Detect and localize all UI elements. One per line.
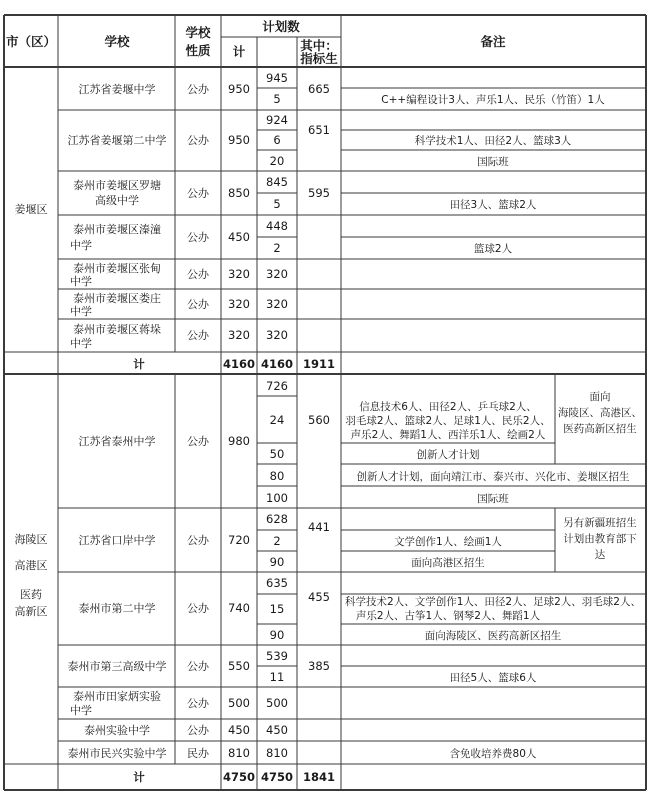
table-row	[68, 113, 572, 168]
plan-part: 2	[273, 534, 281, 548]
plan-part: 11	[269, 670, 285, 684]
remark-note: 海陵区、高港区、	[558, 407, 642, 419]
school-nature: 公办	[187, 534, 209, 547]
plan-part: 320	[266, 328, 288, 342]
school-name: 江苏省姜堰第二中学	[67, 134, 167, 147]
table-row	[70, 261, 288, 288]
school-nature: 公办	[187, 134, 209, 147]
plan-part: 15	[269, 602, 285, 616]
school-name-line2: 中学	[70, 305, 92, 318]
remark-note: 科学技术2人、文学创作1人、田径2人、足球2人、羽毛球2人、	[345, 596, 641, 608]
remark-note: 创新人才计划，面向靖江市、泰兴市、兴化市、姜堰区招生	[356, 471, 630, 483]
remark-note: 篮球2人	[473, 243, 513, 255]
remark-note: 含免收培养费80人	[449, 748, 537, 760]
district-name: 高港区	[14, 559, 48, 572]
subtotal-row	[133, 357, 335, 371]
plan-part: 845	[266, 175, 288, 189]
plan-part: 924	[266, 113, 288, 127]
school-name: 泰州实验中学	[84, 724, 150, 737]
district-name: 高新区	[14, 605, 48, 618]
plan-total: 950	[228, 133, 250, 147]
remark-note: 另有新疆班招生	[563, 517, 637, 529]
plan-total: 550	[228, 659, 250, 673]
table-header	[6, 19, 506, 66]
quota-count: 595	[308, 186, 330, 200]
school-nature: 公办	[187, 268, 209, 281]
remark-note: 羽毛球2人、篮球2人、足球1人、民乐2人、	[345, 415, 551, 427]
plan-part: 2	[273, 241, 281, 255]
school-name: 江苏省口岸中学	[78, 534, 156, 547]
plan-part: 628	[266, 512, 288, 526]
school-name-line2: 中学	[70, 337, 92, 350]
school-name: 泰州市姜堰区溱潼	[73, 223, 161, 236]
plan-part: 20	[269, 154, 285, 168]
school-name: 江苏省泰州中学	[78, 435, 156, 448]
school-name: 泰州市姜堰区张甸	[73, 262, 161, 275]
plan-part: 945	[266, 71, 288, 85]
plan-total: 500	[228, 696, 250, 710]
plan-total: 320	[228, 328, 250, 342]
remark-note: 面向高港区招生	[411, 557, 485, 569]
school-name: 泰州市姜堰区娄庄	[73, 292, 161, 305]
school-nature: 公办	[187, 329, 209, 342]
remark-note: 信息技术6人、田径2人、乒乓球2人、	[359, 401, 537, 413]
plan-part: 24	[269, 413, 285, 427]
subtotal-total: 4750	[222, 770, 256, 784]
school-name: 泰州市姜堰区罗塘	[73, 179, 161, 192]
header-remarks: 备注	[480, 34, 506, 49]
remark-note: 达	[594, 549, 606, 561]
subtotal-total: 4160	[222, 357, 256, 371]
quota-count: 560	[308, 413, 330, 427]
school-name-line2: 中学	[70, 704, 92, 717]
subtotal-quota: 1911	[302, 357, 336, 371]
school-nature: 公办	[187, 83, 209, 96]
plan-part: 6	[273, 133, 281, 147]
school-name: 江苏省姜堰中学	[78, 83, 156, 96]
remark-note: 文学创作1人、绘画1人	[394, 536, 502, 548]
table-row	[70, 291, 288, 318]
quota-count: 385	[308, 659, 330, 673]
plan-part: 90	[269, 628, 285, 642]
school-name: 泰州市第三高级中学	[67, 660, 167, 673]
header-quota-line1: 其中：	[300, 38, 338, 53]
subtotal-label: 计	[133, 770, 145, 784]
subtotal-label: 计	[133, 357, 145, 371]
remark-note: C++编程设计3人、声乐1人、民乐（竹笛）1人	[381, 94, 605, 106]
district-name: 姜堰区	[14, 203, 48, 216]
plan-total: 950	[228, 82, 250, 96]
plan-total: 450	[228, 723, 250, 737]
remark-note: 声乐2人、古筝1人、钢琴2人、舞蹈1人	[355, 610, 541, 622]
school-name: 泰州市民兴实验中学	[67, 747, 167, 760]
school-nature: 公办	[187, 298, 209, 311]
district-name: 海陵区	[14, 533, 48, 546]
header-nature-line1: 学校	[185, 25, 211, 40]
district-jiangyan	[15, 71, 606, 371]
remark-note: 科学技术1人、田径2人、篮球3人	[414, 135, 572, 147]
remark-note: 国际班	[477, 156, 509, 168]
plan-total: 850	[228, 186, 250, 200]
header-district: 市（区）	[5, 34, 57, 49]
subtotal-quota: 1841	[302, 770, 336, 784]
plan-part: 448	[266, 219, 288, 233]
school-name-line2: 中学	[70, 275, 92, 288]
table-row	[79, 576, 641, 642]
plan-part: 726	[266, 379, 288, 393]
remark-note: 医药高新区招生	[563, 423, 637, 435]
table-row	[70, 689, 288, 717]
plan-part: 450	[266, 723, 288, 737]
quota-count: 651	[308, 123, 330, 137]
plan-part: 539	[266, 649, 288, 663]
plan-total: 740	[228, 601, 250, 615]
school-nature: 公办	[187, 660, 209, 673]
quota-count: 441	[308, 520, 330, 534]
school-nature: 公办	[187, 435, 209, 448]
school-nature: 公办	[187, 187, 209, 200]
school-name: 泰州市姜堰区蒋垛	[73, 323, 161, 336]
subtotal-plan: 4160	[260, 357, 294, 371]
table-row	[79, 512, 638, 569]
header-plan: 计划数	[262, 19, 300, 34]
remark-note: 面向	[589, 391, 611, 403]
plan-total: 720	[228, 533, 250, 547]
school-name-line2: 高级中学	[95, 194, 139, 207]
plan-part: 5	[273, 197, 281, 211]
subtotal-plan: 4750	[260, 770, 294, 784]
plan-total: 320	[228, 267, 250, 281]
school-nature: 公办	[187, 697, 209, 710]
plan-part: 635	[266, 576, 288, 590]
quota-count: 455	[308, 590, 330, 604]
table-row	[70, 322, 288, 350]
plan-total: 320	[228, 297, 250, 311]
plan-part: 5	[273, 92, 281, 106]
remark-note: 创新人才计划	[416, 449, 480, 461]
school-nature: 公办	[187, 602, 209, 615]
table-row	[68, 746, 537, 760]
school-nature: 公办	[187, 724, 209, 737]
school-name-line2: 中学	[70, 239, 92, 252]
plan-part: 80	[269, 469, 285, 483]
remark-note: 计划由教育部下	[563, 533, 637, 545]
school-name: 泰州市田家炳实验	[73, 690, 161, 703]
subtotal-row	[133, 770, 335, 784]
remark-note: 田径5人、篮球6人	[449, 672, 537, 684]
header-nature-line2: 性质	[185, 43, 211, 58]
header-quota-line2: 指标生	[300, 51, 338, 66]
header-school: 学校	[104, 34, 130, 49]
plan-part: 50	[269, 447, 285, 461]
plan-part: 320	[266, 267, 288, 281]
school-nature: 民办	[187, 747, 209, 760]
remark-note: 面向海陵区、医药高新区招生	[424, 630, 562, 642]
remark-note: 国际班	[477, 493, 509, 505]
plan-part: 100	[266, 491, 288, 505]
plan-part: 810	[266, 746, 288, 760]
plan-part: 320	[266, 297, 288, 311]
remark-note: 田径3人、篮球2人	[449, 199, 537, 211]
plan-part: 500	[266, 696, 288, 710]
plan-total: 810	[228, 746, 250, 760]
district-hailing	[15, 379, 643, 784]
remark-note: 声乐2人、舞蹈1人、西洋乐1人、绘画2人	[350, 429, 546, 441]
school-nature: 公办	[187, 231, 209, 244]
header-plan-total: 计	[232, 44, 246, 59]
plan-part: 90	[269, 555, 285, 569]
plan-total: 980	[228, 434, 250, 448]
district-name: 医药	[20, 588, 42, 601]
plan-total: 450	[228, 230, 250, 244]
quota-count: 665	[308, 82, 330, 96]
school-name: 泰州市第二中学	[78, 602, 156, 615]
